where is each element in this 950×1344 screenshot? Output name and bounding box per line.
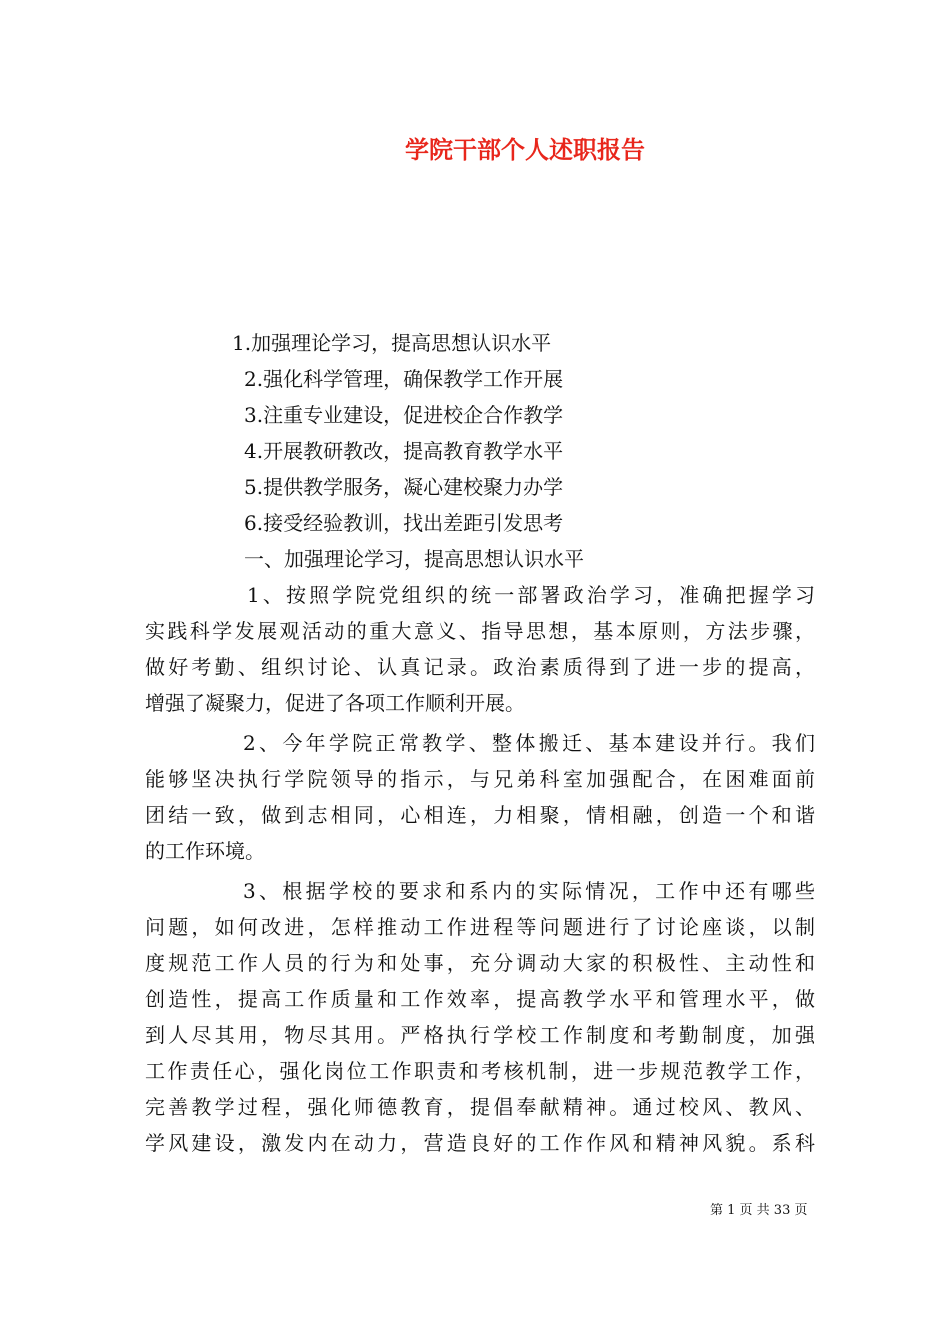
paragraph-line: 做好考勤、组织讨论、认真记录。政治素质得到了进一步的提高， bbox=[145, 655, 815, 679]
paragraph-3 bbox=[145, 873, 815, 1161]
paragraph-line: 实践科学发展观活动的重大意义、指导思想，基本原则，方法步骤， bbox=[145, 619, 815, 643]
paragraph-line: 学风建设，激发内在动力，营造良好的工作作风和精神风貌。系科 bbox=[145, 1131, 815, 1155]
paragraph-2 bbox=[145, 725, 815, 869]
paragraph-line: 的工作环境。 bbox=[145, 839, 265, 863]
paragraph-line: 创造性，提高工作质量和工作效率，提高教学水平和管理水平，做 bbox=[145, 987, 815, 1011]
toc-item: 6.接受经验教训，找出差距引发思考 bbox=[244, 511, 564, 535]
paragraph-1 bbox=[145, 577, 815, 721]
paragraph-line: 增强了凝聚力，促进了各项工作顺利开展。 bbox=[145, 691, 525, 715]
paragraph-line: 能够坚决执行学院领导的指示，与兄弟科室加强配合，在困难面前 bbox=[145, 767, 815, 791]
paragraph-line: 完善教学过程，强化师德教育，提倡奉献精神。通过校风、教风、 bbox=[145, 1095, 815, 1119]
paragraph-line: 工作责任心，强化岗位工作职责和考核机制，进一步规范教学工作， bbox=[145, 1059, 815, 1083]
document-title: 学院干部个人述职报告 bbox=[405, 135, 645, 164]
paragraph-line: 到人尽其用，物尽其用。严格执行学校工作制度和考勤制度，加强 bbox=[145, 1023, 815, 1047]
paragraph-line: 度规范工作人员的行为和处事，充分调动大家的积极性、主动性和 bbox=[145, 951, 815, 975]
paragraph-line: 团结一致，做到志相同，心相连，力相聚，情相融，创造一个和谐 bbox=[145, 803, 815, 827]
toc-item: 1.加强理论学习，提高思想认识水平 bbox=[232, 331, 552, 355]
paragraph-line: 问题，如何改进，怎样推动工作进程等问题进行了讨论座谈，以制 bbox=[145, 915, 815, 939]
toc-item: 3.注重专业建设，促进校企合作教学 bbox=[244, 403, 564, 427]
paragraph-line: 3、根据学校的要求和系内的实际情况，工作中还有哪些 bbox=[243, 879, 815, 903]
page-footer: 第 1 页 共 33 页 bbox=[710, 1203, 808, 1218]
paragraph-line: 1、按照学院党组织的统一部署政治学习，准确把握学习 bbox=[247, 583, 815, 607]
toc-item: 2.强化科学管理，确保教学工作开展 bbox=[244, 367, 564, 391]
table-of-contents bbox=[232, 325, 832, 541]
toc-item: 4.开展教研教改，提高教育教学水平 bbox=[244, 439, 564, 463]
toc-item: 5.提供教学服务，凝心建校聚力办学 bbox=[244, 475, 564, 499]
paragraph-line: 2、今年学院正常教学、整体搬迁、基本建设并行。我们 bbox=[243, 731, 815, 755]
section-heading: 一、加强理论学习，提高思想认识水平 bbox=[244, 547, 584, 571]
